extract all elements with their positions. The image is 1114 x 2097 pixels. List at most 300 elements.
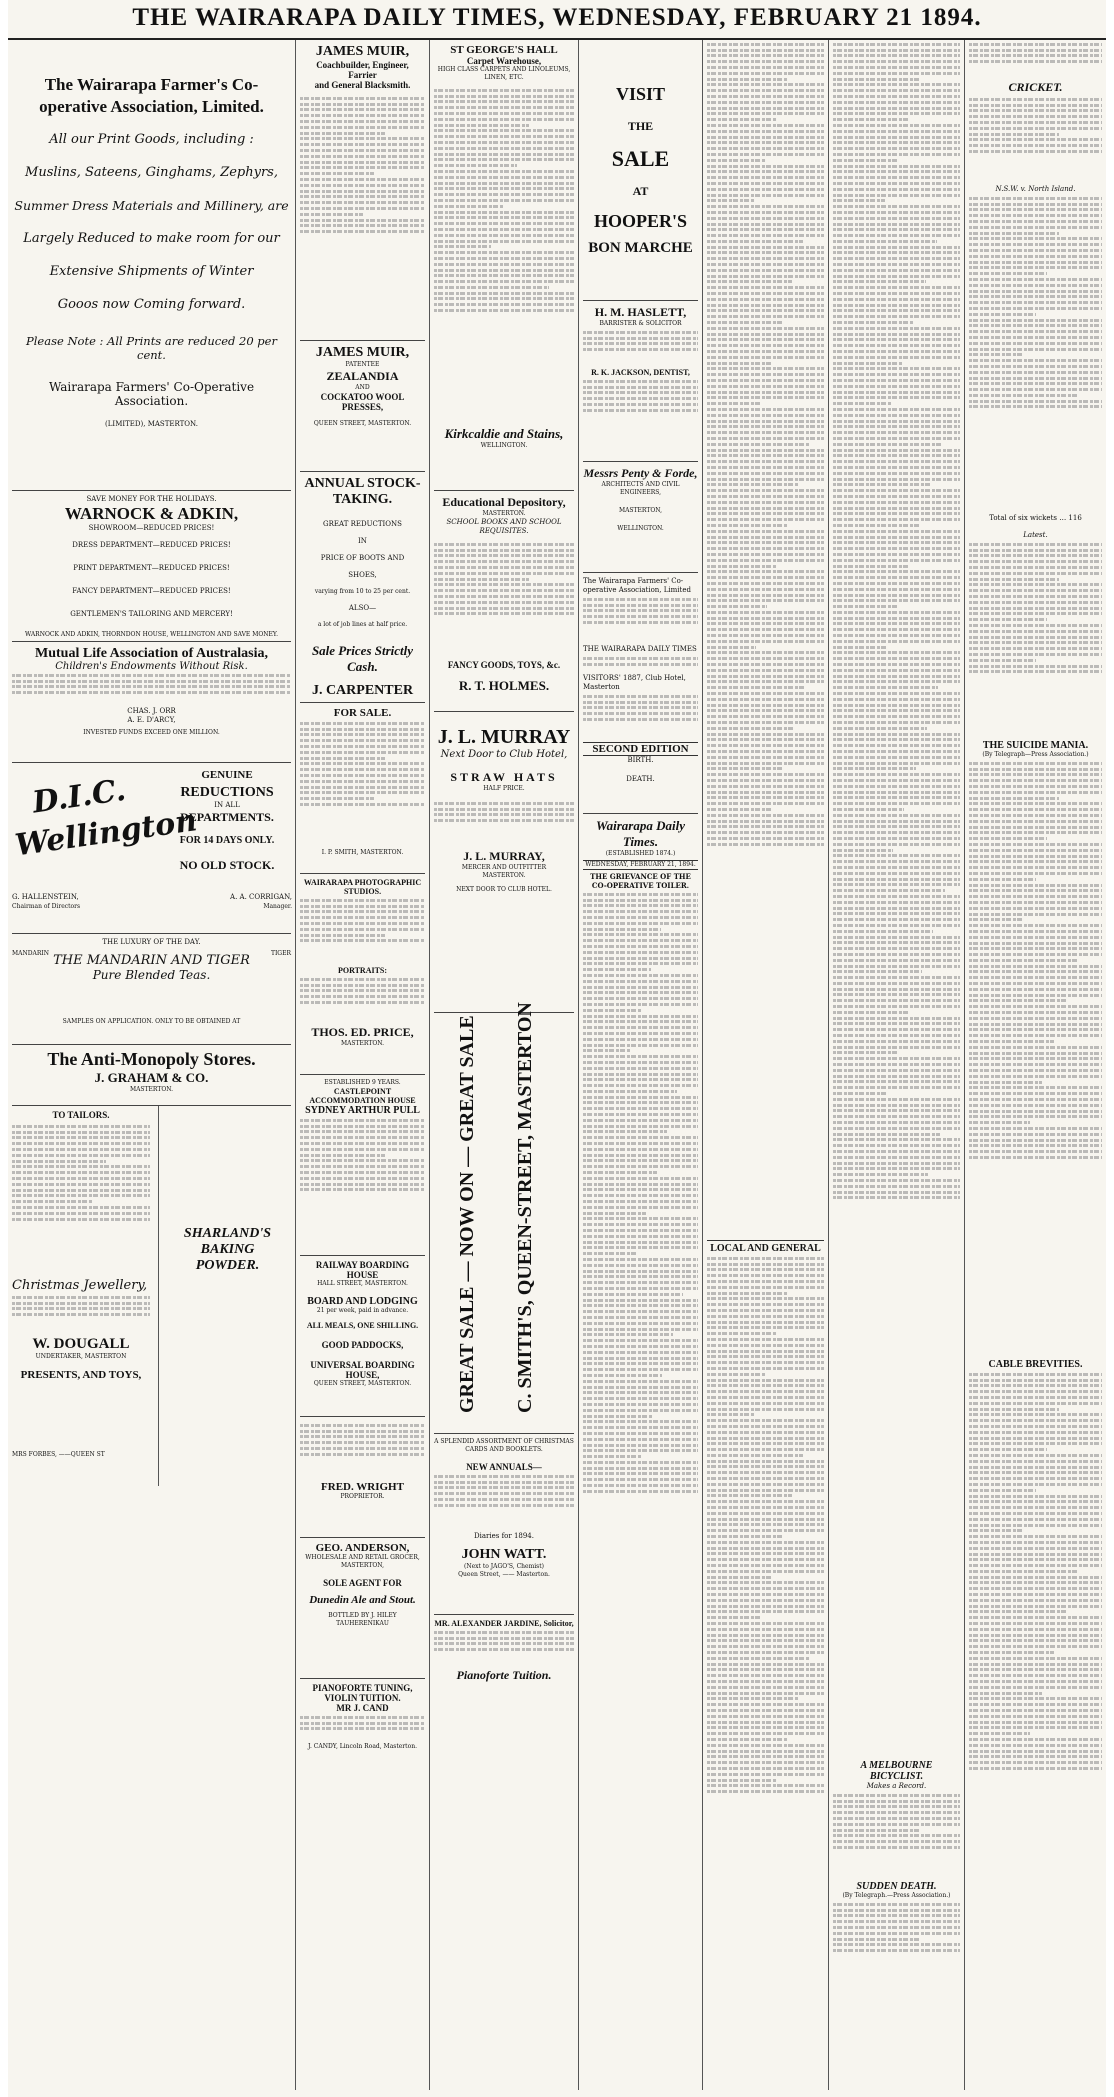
- fine-print-line: [434, 245, 491, 248]
- fine-print-line: [969, 342, 1102, 345]
- fine-print-line: [707, 1431, 824, 1434]
- fine-print-line: [707, 1309, 824, 1312]
- kirk-loc: WELLINGTON.: [480, 442, 528, 449]
- fine-print-line: [833, 217, 960, 220]
- fine-print-line: [707, 402, 761, 405]
- fine-print-line: [833, 391, 960, 394]
- fine-print-line: [707, 1773, 824, 1776]
- fine-print-line: [833, 1121, 960, 1124]
- fine-print-line: [583, 1432, 698, 1435]
- fine-print-line: [969, 1686, 1102, 1689]
- fine-print-line: [969, 1674, 1102, 1677]
- fine-print-line: [833, 489, 960, 492]
- fine-print-line: [833, 901, 960, 904]
- fine-print-line: [707, 1460, 824, 1463]
- fine-print-line: [707, 1674, 824, 1677]
- fine-print-line: [833, 472, 960, 475]
- fine-print-line: [707, 443, 809, 446]
- fine-print-line: [12, 1131, 150, 1134]
- fine-print-line: [969, 1069, 1102, 1072]
- fine-print-line: [707, 309, 824, 312]
- visit: VISIT: [615, 84, 666, 104]
- fine-print-line: [707, 1454, 803, 1457]
- fine-print-line: [833, 420, 960, 423]
- fine-print-line: [707, 1761, 824, 1764]
- fine-print-line: [707, 356, 824, 359]
- fine-print-line: [707, 680, 824, 683]
- murray-body: [434, 799, 574, 839]
- fine-print-line: [707, 518, 824, 521]
- fine-print-line: [969, 98, 1102, 101]
- fine-print-line: [833, 1115, 960, 1118]
- fine-print-line: [434, 164, 517, 167]
- warnock-adkin-ad: [12, 491, 291, 642]
- penty-sub: ENGINEERS,: [619, 489, 662, 496]
- fine-print-line: [969, 295, 1102, 298]
- fine-print-line: [707, 1738, 788, 1741]
- fine-print-line: [969, 214, 1102, 217]
- muir-sub: Farrier: [348, 70, 377, 80]
- fine-print-line: [833, 118, 908, 121]
- board-sub: 21 per week, paid in advance.: [316, 1307, 409, 1314]
- fine-print-line: [300, 928, 425, 931]
- fine-print-line: [434, 1498, 574, 1501]
- fine-print-line: [583, 1449, 698, 1452]
- murray-ad: [434, 712, 574, 1013]
- fine-print-line: [707, 1379, 824, 1382]
- fine-print-line: [707, 431, 824, 434]
- fine-print-line: [833, 704, 960, 707]
- fine-print-line: [969, 1524, 1102, 1527]
- fine-print-line: [707, 437, 824, 440]
- fine-print-line: [969, 1616, 1102, 1619]
- dic-text: IN ALL: [214, 801, 240, 809]
- fine-print-line: [833, 663, 960, 666]
- fine-print-line: [833, 1811, 960, 1814]
- fine-print-line: [707, 251, 824, 254]
- fine-print-line: [583, 663, 698, 666]
- fine-print-line: [707, 1645, 824, 1648]
- fine-print-line: [300, 219, 425, 222]
- fine-print-line: [707, 605, 767, 608]
- murray2-foot: NEXT DOOR TO CLUB HOTEL.: [456, 886, 552, 893]
- fine-print-line: [969, 382, 1102, 385]
- fine-print-line: [583, 1119, 698, 1122]
- fine-print-line: [833, 199, 885, 202]
- fine-print-line: [434, 549, 574, 552]
- jardine-title: MR. ALEXANDER JARDINE, Solicitor,: [434, 1619, 574, 1628]
- watt-title: JOHN WATT.: [461, 1547, 547, 1562]
- dic-text: NO OLD STOCK.: [179, 858, 275, 872]
- dic-logo: [12, 772, 200, 864]
- fine-print-line: [707, 1547, 824, 1550]
- fine-print-line: [434, 153, 574, 156]
- fine-print-line: [300, 905, 425, 908]
- tauherenikau: TAUHERENIKAU: [336, 1620, 389, 1627]
- photo-portraits: PORTRAITS:: [337, 966, 388, 975]
- fine-print-line: [969, 924, 1102, 927]
- fine-print-line: [969, 261, 1102, 264]
- fine-print-line: [583, 1067, 698, 1070]
- fine-print-line: [434, 543, 574, 546]
- fine-print-line: [833, 837, 960, 840]
- fine-print-line: [707, 704, 824, 707]
- fine-print-line: [833, 692, 960, 695]
- fine-print-line: [833, 431, 960, 434]
- fine-print-line: [583, 962, 698, 965]
- fine-print-line: [969, 1086, 1102, 1089]
- fine-print-line: [833, 941, 960, 944]
- fine-print-line: [707, 1523, 824, 1526]
- fine-print-line: [707, 333, 824, 336]
- fine-print-line: [434, 286, 549, 289]
- fine-print-line: [969, 1529, 1024, 1532]
- fine-print-line: [833, 246, 960, 249]
- fine-print-line: [300, 910, 425, 913]
- fine-print-line: [969, 1110, 1102, 1113]
- fine-print-line: [833, 1191, 960, 1194]
- fine-print-line: [707, 1483, 824, 1486]
- tea-right: TIGER: [270, 950, 291, 957]
- fine-print-line: [707, 1663, 824, 1666]
- fine-print-line: [707, 773, 824, 776]
- fine-print-line: [833, 767, 916, 770]
- fine-print-line: [300, 114, 425, 117]
- fine-print-line: [707, 1634, 824, 1637]
- fine-print-line: [833, 1092, 888, 1095]
- murray2-loc: MASTERTON.: [482, 872, 526, 879]
- fine-print-line: [434, 106, 574, 109]
- farmers-line: Wairarapa Farmers' Co-Operative Association.: [48, 380, 255, 408]
- fine-print-line: [833, 466, 960, 469]
- fine-print-line: [969, 999, 1066, 1002]
- fine-print-line: [12, 1177, 150, 1180]
- fine-print-line: [707, 1268, 824, 1271]
- muir2-sub: PATENTEE: [345, 361, 380, 368]
- fine-print-line: [12, 1194, 150, 1197]
- fine-print-line: [583, 1304, 698, 1307]
- fine-print-line: [833, 993, 960, 996]
- fine-print-line: [300, 120, 425, 123]
- fine-print-line: [833, 982, 960, 985]
- penty-sub: MASTERTON,: [618, 507, 663, 514]
- weldon-ad: [300, 1417, 425, 1538]
- notice-body: [583, 692, 698, 742]
- stock-line: SHOES,: [348, 571, 377, 579]
- fine-print-line: [300, 1424, 425, 1427]
- agent: SOLE AGENT FOR: [323, 1578, 402, 1588]
- anderson-ad: [300, 1538, 425, 1679]
- fine-print-line: [833, 918, 960, 921]
- col5-body: [707, 40, 824, 1240]
- fine-print-line: [969, 1017, 1102, 1020]
- notice-body: [583, 595, 698, 645]
- fine-print-line: [707, 1384, 824, 1387]
- fine-print-line: [300, 899, 425, 902]
- fine-print-line: [434, 211, 574, 214]
- fine-print-line: [833, 576, 960, 579]
- latest-body: [969, 540, 1102, 740]
- fine-print-line: [434, 199, 574, 202]
- fine-print-line: [833, 999, 960, 1002]
- fine-print-line: [434, 601, 574, 604]
- fine-print-line: [583, 1293, 683, 1296]
- fine-print-line: [969, 1402, 1102, 1405]
- annuals-body: [434, 1472, 574, 1532]
- fine-print-line: [300, 995, 425, 998]
- anti-sub: J. GRAHAM & CO.: [94, 1070, 209, 1085]
- fine-print-line: [969, 1651, 1054, 1654]
- fine-print-line: [833, 1938, 919, 1941]
- warnock-head: FANCY DEPARTMENT—REDUCED PRICES!: [72, 587, 231, 595]
- fine-print-line: [969, 866, 1102, 869]
- classifieds: [12, 1106, 291, 1486]
- fine-print-line: [969, 49, 1102, 52]
- fine-print-line: [969, 636, 1102, 639]
- fine-print-line: [833, 883, 960, 886]
- hooper: HOOPER'S: [593, 211, 687, 231]
- fine-print-line: [833, 1196, 960, 1199]
- fine-print-line: [833, 49, 960, 52]
- fine-print-line: [707, 454, 824, 457]
- fine-print-line: [969, 197, 1102, 200]
- fine-print-line: [707, 507, 824, 510]
- fine-print-line: [583, 1084, 698, 1087]
- dougall-title: W. DOUGALL: [32, 1335, 130, 1352]
- fine-print-line: [583, 1038, 698, 1041]
- fine-print-line: [300, 1188, 425, 1191]
- fine-print-line: [833, 541, 960, 544]
- fine-print-line: [833, 750, 960, 753]
- fine-print-line: [583, 1055, 698, 1058]
- fine-print-line: [969, 290, 1102, 293]
- fine-print-line: [707, 315, 824, 318]
- fine-print-line: [583, 1154, 698, 1157]
- fine-print-line: [969, 1668, 1102, 1671]
- fine-print-line: [833, 785, 960, 788]
- record: Makes a Record.: [866, 1782, 927, 1790]
- fine-print-line: [583, 409, 698, 412]
- fine-print-line: [833, 1846, 960, 1849]
- fine-print-line: [707, 425, 824, 428]
- fine-print-line: [969, 1581, 1102, 1584]
- fine-print-line: [969, 1738, 1102, 1741]
- fine-print-line: [434, 297, 574, 300]
- sharland-title-3: POWDER.: [195, 1258, 260, 1273]
- fine-print-line: [969, 1454, 1102, 1457]
- fine-print-line: [707, 1471, 824, 1474]
- fine-print-line: [969, 1605, 1102, 1608]
- fine-print-line: [833, 1075, 960, 1078]
- fine-print-line: [707, 762, 824, 765]
- fine-print-line: [833, 1909, 960, 1912]
- railway-title: RAILWAY BOARDING HOUSE: [315, 1260, 410, 1280]
- fine-print-line: [833, 367, 960, 370]
- fine-print-line: [969, 1075, 1102, 1078]
- local-general: LOCAL AND GENERAL: [707, 1240, 824, 1254]
- fine-print-line: [300, 132, 385, 135]
- watt-sub: (Next to JAGO'S, Chemist): [463, 1563, 545, 1570]
- fine-print-line: [583, 922, 698, 925]
- fine-print-line: [434, 813, 574, 816]
- suicide-title: THE SUICIDE MANIA.: [982, 740, 1089, 751]
- fine-print-line: [969, 942, 1102, 945]
- fine-print-line: [707, 153, 824, 156]
- photo-title: WAIRARAPA PHOTOGRAPHIC STUDIOS.: [303, 878, 422, 896]
- mutual-title: Mutual Life Association of Australasia,: [35, 646, 268, 661]
- fine-print-line: [583, 1073, 698, 1076]
- fine-print-line: [707, 1477, 824, 1480]
- fine-print-line: [583, 1461, 698, 1464]
- fine-print-line: [583, 1252, 636, 1255]
- fine-print-line: [833, 1943, 960, 1946]
- fine-print-line: [833, 356, 960, 359]
- fine-print-line: [833, 89, 960, 92]
- fine-print-line: [583, 1090, 677, 1093]
- fine-print-line: [969, 566, 1102, 569]
- fine-print-line: [300, 149, 425, 152]
- fine-print-line: [583, 1472, 698, 1475]
- fine-print-line: [434, 554, 574, 557]
- dic-ad: [12, 763, 291, 934]
- fine-print-line: [707, 66, 824, 69]
- fine-print-line: [969, 884, 1102, 887]
- fine-print-line: [969, 1419, 1102, 1422]
- smith-vertical: C. SMITH'S, QUEEN-STREET, MASTERTON: [514, 1002, 536, 1413]
- cable-title: CABLE BREVITIES.: [988, 1359, 1083, 1370]
- warnock-head: DRESS DEPARTMENT—REDUCED PRICES!: [72, 541, 231, 549]
- fine-print-line: [833, 1051, 899, 1054]
- fine-print-line: [969, 1081, 1042, 1084]
- fine-print-line: [707, 1413, 755, 1416]
- fine-print-line: [833, 1920, 960, 1923]
- fine-print-line: [583, 1339, 698, 1342]
- fine-print-line: [833, 159, 897, 162]
- fine-print-line: [969, 1127, 1102, 1130]
- column-5: [703, 40, 829, 2090]
- fine-print-line: [707, 657, 824, 660]
- fine-print-line: [707, 246, 824, 249]
- warnock-footer: WARNOCK AND ADKIN, THORNDON HOUSE, WELLINGTON AND SAVE MONEY.: [24, 631, 279, 638]
- fine-print-line: [833, 1823, 960, 1826]
- fine-print-line: [583, 1310, 698, 1313]
- fine-print-line: [583, 1490, 698, 1493]
- forsale-ad: [300, 703, 425, 874]
- fine-print-line: [583, 1142, 698, 1145]
- fine-print-line: [707, 408, 824, 411]
- fine-print-line: [583, 951, 698, 954]
- fine-print-line: [833, 43, 960, 46]
- fine-print-line: [707, 159, 766, 162]
- fine-print-line: [300, 1430, 425, 1433]
- murray2-title: J. L. MURRAY,: [463, 849, 545, 863]
- hall-sub: Carpet Warehouse,: [466, 56, 542, 66]
- fine-print-line: [707, 130, 824, 133]
- fine-print-line: [300, 108, 425, 111]
- fine-print-line: [434, 158, 574, 161]
- fine-print-line: [300, 1722, 425, 1725]
- universal-sub: QUEEN STREET, MASTERTON.: [313, 1380, 412, 1387]
- forsale-title: FOR SALE.: [333, 707, 392, 719]
- fine-print-line: [300, 97, 425, 100]
- fine-print-line: [833, 553, 960, 556]
- fine-print-line: [833, 1022, 960, 1025]
- fine-print-line: [833, 872, 960, 875]
- muir2-title: JAMES MUIR,: [315, 345, 410, 360]
- nsw-body: [969, 194, 1102, 514]
- xmas-jewellery: Christmas Jewellery,: [12, 1278, 148, 1293]
- fine-print-line: [833, 362, 903, 365]
- fine-print-line: [707, 1326, 824, 1329]
- fine-print-line: [583, 980, 698, 983]
- universal-body: [300, 1421, 425, 1481]
- fine-print-line: [707, 338, 824, 341]
- fine-print-line: [583, 331, 698, 334]
- fine-print-line: [707, 686, 804, 689]
- fine-print-line: [833, 275, 960, 278]
- notices: [583, 573, 698, 814]
- tailors-head: TO TAILORS.: [52, 1110, 110, 1120]
- forsale-body: [300, 719, 425, 849]
- fine-print-line: [969, 814, 1102, 817]
- muir-ad: [300, 40, 425, 341]
- fine-print-line: [969, 1750, 1102, 1753]
- fine-print-line: [583, 904, 698, 907]
- suicide-sub: (By Telegraph—Press Association.): [982, 751, 1089, 758]
- fine-print-line: [707, 124, 824, 127]
- fine-print-line: [833, 1914, 960, 1917]
- fine-print-line: [583, 1223, 698, 1226]
- visitors-notice: VISITORS' 1887, Club Hotel, Masterton: [583, 674, 686, 691]
- fine-print-line: [833, 304, 960, 307]
- cricket-body: [969, 95, 1102, 185]
- price-est: ESTABLISHED 9 YEARS.: [324, 1079, 401, 1086]
- fine-print-line: [12, 1136, 150, 1139]
- fine-print-line: [969, 1744, 1102, 1747]
- fine-print-line: [300, 166, 425, 169]
- fine-print-line: [434, 240, 574, 243]
- notice-body: [583, 654, 698, 674]
- fine-print-line: [300, 786, 425, 789]
- fine-print-line: [969, 348, 1102, 351]
- fine-print-line: [833, 1144, 960, 1147]
- fine-print-line: [969, 930, 1102, 933]
- fine-print-line: [969, 624, 1102, 627]
- fine-print-line: [12, 1183, 150, 1186]
- fine-print-line: [300, 224, 425, 227]
- warnock-head: PRINT DEPARTMENT—REDUCED PRICES!: [73, 564, 230, 572]
- fine-print-line: [833, 141, 960, 144]
- fine-print-line: [583, 1148, 698, 1151]
- fine-print-line: [434, 1637, 574, 1640]
- fine-print-line: [833, 1017, 960, 1020]
- fine-print-line: [434, 566, 574, 569]
- fine-print-line: [833, 327, 960, 330]
- fine-print-line: [833, 321, 914, 324]
- fine-print-line: [434, 607, 574, 610]
- fine-print-line: [434, 187, 574, 190]
- fine-print-line: [969, 1396, 1102, 1399]
- fine-print-line: [833, 333, 960, 336]
- fine-print-line: [833, 188, 960, 191]
- anti-monopoly-ad: [12, 1045, 291, 1106]
- fine-print-line: [583, 1397, 698, 1400]
- fine-print-line: [969, 1755, 1102, 1758]
- fine-print-line: [969, 618, 1047, 621]
- fine-print-line: [707, 1529, 824, 1532]
- fine-print-line: [707, 1703, 824, 1706]
- fine-print-line: [969, 1063, 1102, 1066]
